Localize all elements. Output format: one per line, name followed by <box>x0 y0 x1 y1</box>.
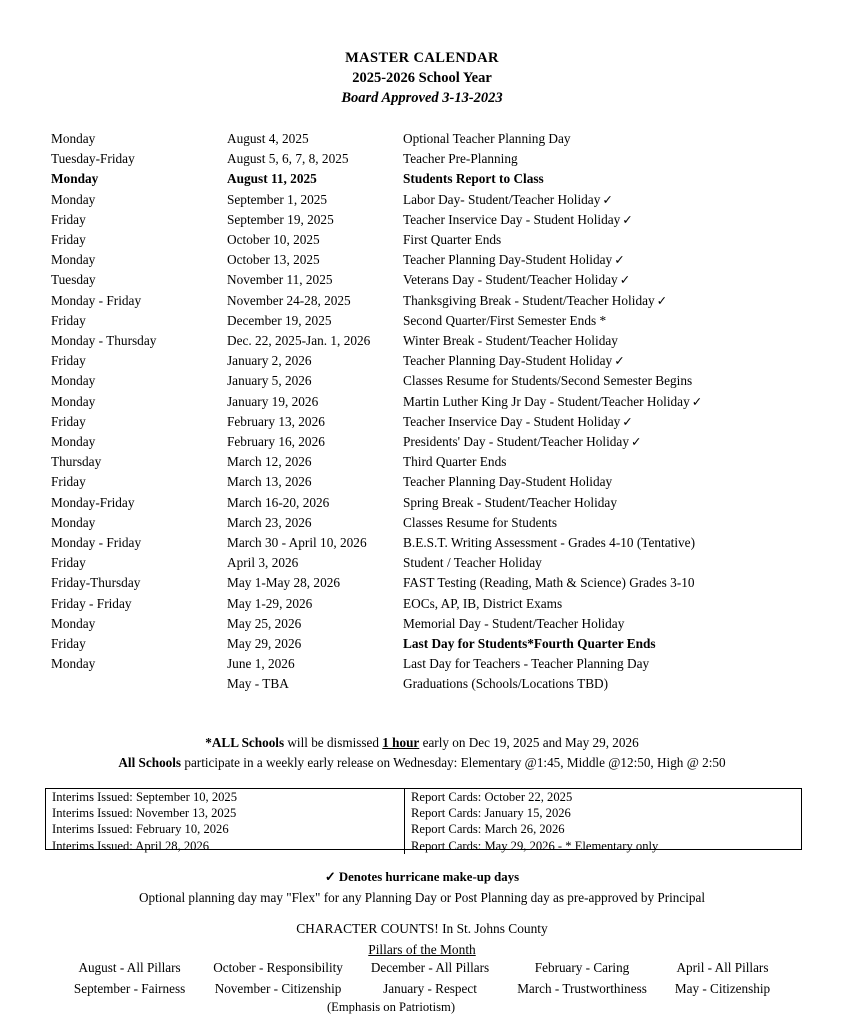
calendar-description-cell <box>403 149 811 169</box>
calendar-description-cell <box>403 270 811 290</box>
calendar-day-cell: Friday <box>51 636 86 652</box>
report-card-cell: Report Cards: May 29, 2026 - * Elementary only <box>411 838 659 853</box>
calendar-row <box>51 553 811 573</box>
calendar-date-cell: January 19, 2026 <box>227 393 319 409</box>
calendar-row <box>51 371 811 391</box>
hurricane-makeup-check-icon: ✓ <box>619 273 631 288</box>
calendar-date-cell: June 1, 2026 <box>227 656 295 672</box>
pillar-month-cell: August - All Pillars <box>78 960 181 975</box>
all-schools-bold-label: *ALL Schools <box>205 735 285 750</box>
calendar-description-text: Third Quarter Ends <box>403 454 507 470</box>
calendar-date-cell: March 23, 2026 <box>227 514 312 530</box>
pillars-table <box>60 958 784 999</box>
calendar-day-cell: Monday <box>51 131 96 146</box>
calendar-day-cell: Monday <box>51 171 99 187</box>
calendar-description-text: Veterans Day - Student/Teacher Holiday <box>403 272 618 288</box>
calendar-row <box>51 472 811 492</box>
character-counts-section <box>0 918 844 960</box>
pillar-month-cell: September - Fairness <box>73 980 186 996</box>
calendar-date-cell: October 10, 2025 <box>227 232 320 248</box>
calendar-day-cell: Friday <box>51 474 86 490</box>
calendar-description-text: Teacher Planning Day-Student Holiday <box>403 353 613 369</box>
calendar-day-cell: Monday <box>51 191 96 207</box>
calendar-day-cell: Tuesday <box>51 272 96 288</box>
calendar-day-cell: Monday <box>51 373 96 389</box>
hurricane-makeup-check-icon: ✓ <box>656 293 668 308</box>
calendar-date-cell: March 12, 2026 <box>227 454 312 470</box>
calendar-description-cell <box>403 311 811 331</box>
calendar-date-cell: May 1-May 28, 2026 <box>227 575 341 591</box>
calendar-description-cell <box>403 190 811 210</box>
calendar-date-cell: August 4, 2025 <box>227 131 309 146</box>
all-schools-label: All Schools <box>118 754 182 770</box>
calendar-description-text: Last Day for Students*Fourth Quarter Ends <box>403 636 656 652</box>
calendar-description-text: EOCs, AP, IB, District Exams <box>403 595 563 611</box>
hurricane-makeup-check-icon: ✓ <box>614 354 625 369</box>
calendar-date-cell: May 1-29, 2026 <box>227 595 313 611</box>
interim-issued-cell: Interims Issued: February 10, 2026 <box>46 821 405 837</box>
calendar-day-cell: Monday <box>51 393 96 409</box>
calendar-row <box>51 291 811 311</box>
calendar-date-cell: Dec. 22, 2025-Jan. 1, 2026 <box>227 333 371 349</box>
calendar-description-text: Spring Break - Student/Teacher Holiday <box>403 494 617 510</box>
pillars-of-the-month-heading: Pillars of the Month <box>368 942 476 957</box>
calendar-date-cell: May 25, 2026 <box>227 615 302 631</box>
calendar-row <box>51 149 811 169</box>
calendar-date-cell: January 5, 2026 <box>227 373 312 389</box>
calendar-description-text: Classes Resume for Students/Second Semester Begins <box>403 373 693 389</box>
calendar-day-cell: Monday <box>51 656 96 672</box>
calendar-row <box>51 250 811 270</box>
calendar-description-text: Last Day for Teachers - Teacher Planning Day <box>403 656 650 672</box>
calendar-description-cell <box>403 654 811 674</box>
pillars-row <box>60 958 784 979</box>
pillars-of-the-month-grid <box>0 958 844 999</box>
calendar-description-cell <box>403 210 811 230</box>
calendar-day-cell: Monday <box>51 514 96 530</box>
calendar-row <box>51 493 811 513</box>
calendar-description-cell <box>403 331 811 351</box>
one-hour-underline-label: 1 hour <box>382 735 420 750</box>
calendar-description-cell <box>403 553 811 573</box>
interim-report-row <box>46 805 801 821</box>
calendar-date-cell: December 19, 2025 <box>227 312 332 328</box>
calendar-description-cell <box>403 432 811 452</box>
calendar-row <box>51 270 811 290</box>
calendar-date-cell: March 16-20, 2026 <box>227 494 330 510</box>
calendar-description-text: Second Quarter/First Semester Ends * <box>403 312 607 328</box>
pillar-month-cell: October - Responsibility <box>213 960 343 975</box>
calendar-description-text: Teacher Inservice Day - Student Holiday <box>403 413 621 429</box>
calendar-row <box>51 614 811 634</box>
board-approved-subtitle: Board Approved 3-13-2023 <box>341 90 503 106</box>
calendar-day-cell: Friday <box>51 312 86 328</box>
dismissal-mid-text: will be dismissed <box>284 735 383 750</box>
calendar-date-cell: March 13, 2026 <box>227 474 312 490</box>
calendar-description-cell <box>403 250 811 270</box>
calendar-day-cell: Friday <box>51 413 86 429</box>
calendar-day-cell: Friday - Friday <box>51 595 132 611</box>
calendar-description-text: Students Report to Class <box>403 171 544 187</box>
dismissal-end-text: early on Dec 19, 2025 and May 29, 2026 <box>419 735 639 750</box>
hurricane-makeup-check-icon: ✓ <box>630 435 642 450</box>
calendar-row <box>51 331 811 351</box>
calendar-day-cell: Friday-Thursday <box>51 575 141 591</box>
calendar-row <box>51 513 811 533</box>
interim-report-row <box>46 838 801 854</box>
calendar-description-cell <box>403 169 811 189</box>
calendar-description-text: FAST Testing (Reading, Math & Science) Grades 3-10 <box>403 575 695 591</box>
calendar-row <box>51 573 811 593</box>
report-card-cell: Report Cards: October 22, 2025 <box>411 790 573 804</box>
page-title: MASTER CALENDAR <box>345 50 499 66</box>
emphasis-on-patriotism-note: (Emphasis on Patriotism) <box>326 1000 456 1014</box>
calendar-row <box>51 311 811 331</box>
calendar-date-cell: September 1, 2025 <box>227 191 328 207</box>
calendar-description-text: First Quarter Ends <box>403 232 502 248</box>
calendar-row <box>51 432 811 452</box>
document-header <box>0 48 844 108</box>
interim-report-row <box>46 789 801 805</box>
calendar-description-cell <box>403 594 811 614</box>
report-card-cell: Report Cards: January 15, 2026 <box>411 806 571 821</box>
calendar-day-cell: Friday <box>51 353 86 369</box>
calendar-description-cell <box>403 291 811 311</box>
calendar-date-cell: May - TBA <box>227 676 289 692</box>
calendar-day-cell: Tuesday-Friday <box>51 151 135 167</box>
calendar-description-text: Teacher Planning Day-Student Holiday <box>403 252 613 268</box>
hurricane-makeup-check-icon: ✓ <box>622 414 633 429</box>
calendar-description-cell <box>403 493 811 513</box>
interim-issued-cell: Interims Issued: April 28, 2026 <box>46 838 405 854</box>
calendar-description-cell <box>403 412 811 432</box>
flex-planning-note: Optional planning day may "Flex" for any Planning Day or Post Planning day as pre-approved by Principal <box>138 890 705 905</box>
calendar-description-text: Teacher Planning Day-Student Holiday <box>403 474 613 490</box>
calendar-description-text: Classes Resume for Students <box>403 514 558 530</box>
calendar-row <box>51 190 811 210</box>
footer-notes <box>0 868 844 908</box>
calendar-description-cell <box>403 230 811 250</box>
hurricane-makeup-check-icon: ✓ <box>602 192 613 207</box>
pillar-month-cell: May - Citizenship <box>674 980 771 996</box>
calendar-description-text: B.E.S.T. Writing Assessment - Grades 4-10 (Tentative) <box>403 535 695 551</box>
calendar-day-cell <box>51 674 227 694</box>
calendar-description-text: Winter Break - Student/Teacher Holiday <box>403 333 618 349</box>
calendar-description-cell <box>403 392 811 412</box>
report-card-cell: Report Cards: March 26, 2026 <box>411 822 565 837</box>
dismissal-note-line <box>0 733 844 753</box>
calendar-row <box>51 452 811 472</box>
calendar-row <box>51 351 811 371</box>
pillar-month-cell: April - All Pillars <box>676 960 769 975</box>
calendar-description-cell <box>403 614 811 634</box>
interim-issued-cell: Interims Issued: November 13, 2025 <box>46 805 405 821</box>
pillars-row <box>60 979 784 1000</box>
calendar-description-text: Presidents' Day - Student/Teacher Holiday <box>403 434 629 450</box>
hurricane-makeup-note: ✓ Denotes hurricane make-up days <box>324 870 520 884</box>
calendar-date-cell: November 11, 2025 <box>227 272 333 288</box>
calendar-description-text: Optional Teacher Planning Day <box>403 131 571 146</box>
calendar-day-cell: Friday <box>51 555 86 571</box>
calendar-day-cell: Monday <box>51 615 96 631</box>
calendar-date-cell: October 13, 2025 <box>227 252 320 268</box>
calendar-description-text: Student / Teacher Holiday <box>403 555 542 571</box>
character-counts-title: CHARACTER COUNTS! In St. Johns County <box>296 921 548 936</box>
calendar-description-cell <box>403 513 811 533</box>
calendar-date-cell: September 19, 2025 <box>227 211 334 227</box>
calendar-row <box>51 634 811 654</box>
calendar-table <box>51 129 811 695</box>
calendar-description-text: Teacher Pre-Planning <box>403 151 518 167</box>
calendar-date-cell: November 24-28, 2025 <box>227 292 351 308</box>
pillar-month-cell: November - Citizenship <box>214 980 342 996</box>
school-year-subtitle: 2025-2026 School Year <box>352 70 492 86</box>
interim-issued-cell: Interims Issued: September 10, 2025 <box>46 789 405 805</box>
calendar-row <box>51 210 811 230</box>
dismissal-notes <box>0 733 844 772</box>
early-release-text: participate in a weekly early release on Wednesday: Elementary @1:45, Middle @12:50, High @ 2:50 <box>181 754 726 770</box>
calendar-description-cell <box>403 452 811 472</box>
calendar-day-cell: Monday - Friday <box>51 535 142 551</box>
calendar-description-text: Labor Day- Student/Teacher Holiday <box>403 191 601 207</box>
calendar-description-cell <box>403 533 811 553</box>
calendar-description-cell <box>403 351 811 371</box>
calendar-date-cell: March 30 - April 10, 2026 <box>227 535 367 551</box>
calendar-day-cell: Monday - Friday <box>51 292 142 308</box>
calendar-description-cell <box>403 573 811 593</box>
calendar-row <box>51 594 811 614</box>
early-release-note-line <box>0 753 844 773</box>
calendar-date-cell: February 16, 2026 <box>227 434 325 450</box>
calendar-row <box>51 674 811 694</box>
calendar-row <box>51 654 811 674</box>
pillar-month-cell: March - Trustworthiness <box>517 980 647 996</box>
interims-report-cards-table <box>46 789 801 854</box>
calendar-day-cell: Monday - Thursday <box>51 333 157 349</box>
calendar-day-cell: Friday <box>51 232 86 248</box>
calendar-description-text: Martin Luther King Jr Day - Student/Teacher Holiday <box>403 393 690 409</box>
pillar-month-cell: February - Caring <box>534 960 630 975</box>
interim-report-row <box>46 821 801 837</box>
calendar-day-cell: Monday <box>51 434 96 450</box>
interims-report-cards-box <box>45 788 802 853</box>
calendar-day-cell: Monday <box>51 252 96 268</box>
calendar-description-text: Teacher Inservice Day - Student Holiday <box>403 211 621 227</box>
calendar-date-cell: August 11, 2025 <box>227 171 317 187</box>
calendar-row <box>51 412 811 432</box>
calendar-description-text: Memorial Day - Student/Teacher Holiday <box>403 615 625 631</box>
pillar-month-cell: January - Respect <box>383 980 477 996</box>
calendar-description-text: Thanksgiving Break - Student/Teacher Holiday <box>403 292 655 308</box>
calendar-description-cell <box>403 371 811 391</box>
calendar-row <box>51 169 811 189</box>
calendar-description-cell <box>403 472 811 492</box>
calendar-description-text: Graduations (Schools/Locations TBD) <box>403 676 609 692</box>
calendar-day-cell: Monday-Friday <box>51 494 135 510</box>
hurricane-makeup-check-icon: ✓ <box>622 212 633 227</box>
calendar-date-cell: April 3, 2026 <box>227 555 299 571</box>
calendar-date-cell: May 29, 2026 <box>227 636 302 652</box>
pillar-month-cell: December - All Pillars <box>370 960 490 975</box>
calendar-day-cell: Thursday <box>51 454 102 470</box>
calendar-row <box>51 533 811 553</box>
calendar-description-cell <box>403 129 811 149</box>
calendar-date-cell: February 13, 2026 <box>227 413 325 429</box>
calendar-day-cell: Friday <box>51 211 86 227</box>
calendar-date-cell: August 5, 6, 7, 8, 2025 <box>227 151 349 167</box>
hurricane-makeup-check-icon: ✓ <box>691 394 703 409</box>
calendar-description-cell <box>403 634 811 654</box>
calendar-row <box>51 129 811 149</box>
calendar-description-cell <box>403 674 811 694</box>
calendar-date-cell: January 2, 2026 <box>227 353 312 369</box>
calendar-row <box>51 392 811 412</box>
hurricane-makeup-check-icon: ✓ <box>614 253 625 268</box>
calendar-row <box>51 230 811 250</box>
